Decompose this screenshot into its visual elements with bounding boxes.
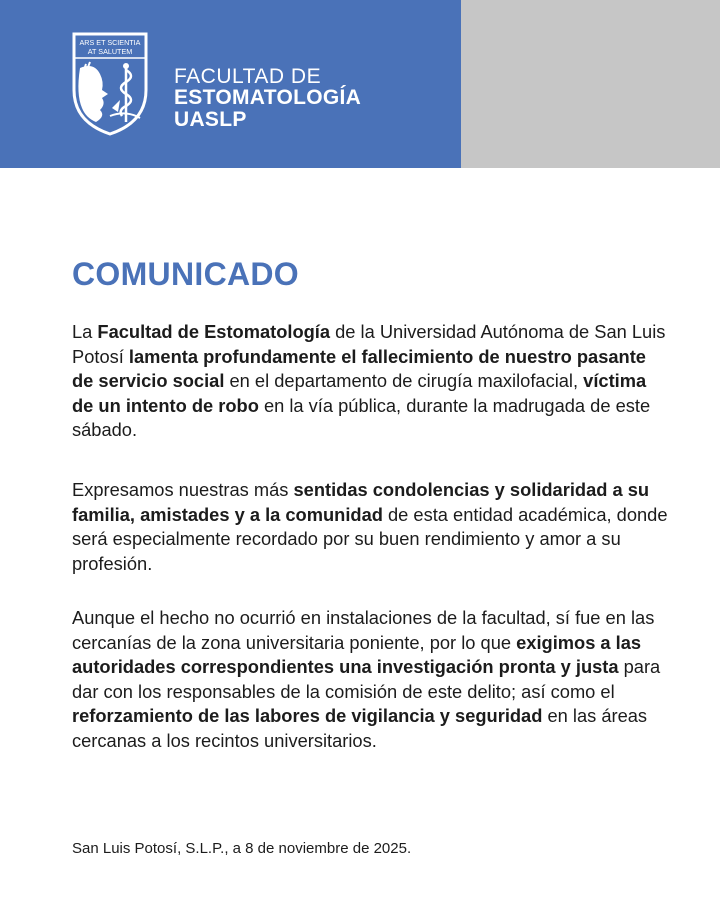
faculty-name-line3: UASLP [174, 107, 247, 131]
faculty-crest-icon [70, 30, 150, 136]
paragraph-3 [72, 606, 672, 753]
emphasis-text: Facultad de Estomatología [97, 321, 331, 342]
body-text: de esta entidad académica, donde será especialmente recordado por su buen rendimiento y amor a su profesión. [72, 503, 668, 574]
crest-motto-line2: AT SALUTEM [87, 47, 133, 56]
faculty-name-line2: ESTOMATOLOGÍA [174, 86, 362, 110]
emphasis-text: lamenta profundamente el fallecimiento de nuestro pasante de servicio social [72, 345, 646, 391]
emphasis-text: víctima de un intento de robo [72, 370, 647, 416]
signoff-date: San Luis Potosí, S.L.P., a 8 de noviembre de 2025. [72, 840, 412, 857]
body-text: La [72, 321, 98, 342]
body-text: Aunque el hecho no ocurrió en instalaciones de la facultad, sí fue en las cercanías de la zona universitaria poniente, por lo que [72, 607, 655, 653]
faculty-name-line1: FACULTAD DE [174, 65, 322, 88]
crest-motto-line1: ARS ET SCIENTIA [79, 38, 141, 47]
header-gray-band [461, 0, 720, 168]
paragraph-1 [72, 320, 672, 443]
body-text: en la vía pública, durante la madrugada de este sábado. [72, 394, 651, 440]
body-text: en las áreas cercanas a los recintos universitarios. [72, 705, 648, 751]
page-title: COMUNICADO [72, 256, 299, 292]
body-text: para dar con los responsables de la comisión de este delito; así como el [72, 656, 661, 702]
body-text: de la Universidad Autónoma de San Luis Potosí [72, 321, 666, 367]
body-text: Expresamos nuestras más [72, 479, 294, 500]
emphasis-text: sentidas condolencias y solidaridad a su familia, amistades y a la comunidad [72, 479, 650, 525]
header-banner [0, 0, 720, 168]
emphasis-text: exigimos a las autoridades correspondientes una investigación pronta y justa [72, 631, 642, 677]
emphasis-text: reforzamiento de las labores de vigilancia y seguridad [72, 705, 543, 726]
body-text: en el departamento de cirugía maxilofacial, [224, 370, 584, 391]
paragraph-2 [72, 478, 672, 576]
faculty-name [174, 66, 361, 130]
